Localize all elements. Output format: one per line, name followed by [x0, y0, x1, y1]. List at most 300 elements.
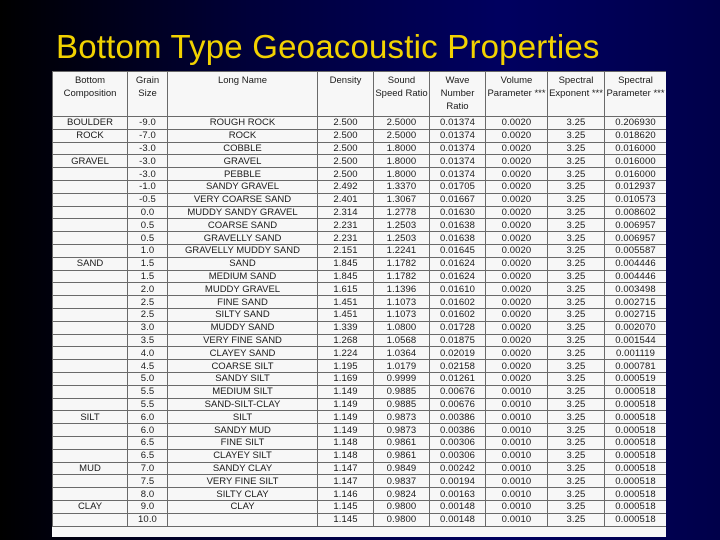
table-cell: 1.8000 — [374, 155, 430, 168]
table-cell — [53, 219, 128, 232]
table-cell: 0.002070 — [605, 321, 667, 334]
table-cell: FINE SILT — [168, 436, 318, 449]
table-cell: 1.149 — [318, 398, 374, 411]
table-cell — [53, 193, 128, 206]
column-header: Grain Size — [128, 72, 168, 117]
table-row — [53, 462, 667, 475]
table-cell: 0.0020 — [486, 193, 548, 206]
table-cell: 0.0020 — [486, 244, 548, 257]
table-cell: SANDY GRAVEL — [168, 180, 318, 193]
table-cell: 1.8000 — [374, 142, 430, 155]
table-cell: 1.1782 — [374, 257, 430, 270]
table-row — [53, 168, 667, 181]
table-cell: 0.0010 — [486, 449, 548, 462]
table-cell: 0.0020 — [486, 270, 548, 283]
table-cell: 2.5000 — [374, 129, 430, 142]
table-cell: 0.01374 — [430, 142, 486, 155]
table-cell: 0.00386 — [430, 411, 486, 424]
table-cell: 3.25 — [548, 270, 605, 283]
table-cell: 0.000518 — [605, 449, 667, 462]
table-header-row — [53, 72, 667, 117]
table-cell: 0.000518 — [605, 436, 667, 449]
table-cell: 0.01630 — [430, 206, 486, 219]
table-cell: MEDIUM SILT — [168, 385, 318, 398]
table-cell: 0.00306 — [430, 449, 486, 462]
table-cell: 5.5 — [128, 398, 168, 411]
table-row — [53, 436, 667, 449]
table-cell: 0.00148 — [430, 500, 486, 513]
table-cell: 2.231 — [318, 219, 374, 232]
table-cell: 3.25 — [548, 155, 605, 168]
table-cell: 0.001544 — [605, 334, 667, 347]
table-cell — [53, 488, 128, 501]
table-row — [53, 372, 667, 385]
table-cell: 6.0 — [128, 424, 168, 437]
table-cell: 0.5 — [128, 232, 168, 245]
table-cell: 0.000518 — [605, 424, 667, 437]
table-cell: 0.9800 — [374, 513, 430, 526]
table-cell: 0.01667 — [430, 193, 486, 206]
table-cell: 0.0010 — [486, 500, 548, 513]
table-cell: 0.00242 — [430, 462, 486, 475]
table-cell: 1.3370 — [374, 180, 430, 193]
table-cell: 2.151 — [318, 244, 374, 257]
table-cell: 0.01728 — [430, 321, 486, 334]
table-cell: 0.00194 — [430, 475, 486, 488]
table-cell: 1.451 — [318, 308, 374, 321]
table-cell — [53, 398, 128, 411]
table-cell: 3.25 — [548, 232, 605, 245]
table-cell: VERY FINE SILT — [168, 475, 318, 488]
geoacoustic-table — [52, 71, 666, 527]
table-cell: 1.845 — [318, 270, 374, 283]
table-cell: 0.0020 — [486, 129, 548, 142]
table-cell: 5.0 — [128, 372, 168, 385]
table-cell: 4.0 — [128, 347, 168, 360]
table-cell: -3.0 — [128, 155, 168, 168]
table-cell: 3.25 — [548, 462, 605, 475]
table-cell: -3.0 — [128, 168, 168, 181]
table-cell: 0.9800 — [374, 500, 430, 513]
table-cell: 0.0020 — [486, 308, 548, 321]
table-cell: 1.5 — [128, 270, 168, 283]
table-row — [53, 129, 667, 142]
table-cell: 0.01638 — [430, 232, 486, 245]
table-cell: 0.000518 — [605, 488, 667, 501]
table-cell: 0.01602 — [430, 296, 486, 309]
table-cell: 3.25 — [548, 168, 605, 181]
table-cell: 0.206930 — [605, 117, 667, 130]
table-cell: 0.0020 — [486, 372, 548, 385]
table-row — [53, 257, 667, 270]
table-cell: 1.339 — [318, 321, 374, 334]
table-cell: 1.0800 — [374, 321, 430, 334]
table-cell: 1.0179 — [374, 360, 430, 373]
table-cell: 0.006957 — [605, 219, 667, 232]
table-cell: MUDDY SAND — [168, 321, 318, 334]
table-cell: 0.0020 — [486, 334, 548, 347]
table-cell: 0.016000 — [605, 155, 667, 168]
table-cell: 0.01610 — [430, 283, 486, 296]
table-cell: 0.000781 — [605, 360, 667, 373]
table-cell: 1.148 — [318, 449, 374, 462]
table-cell: 0.000518 — [605, 385, 667, 398]
table-cell: 0.00148 — [430, 513, 486, 526]
table-cell — [53, 270, 128, 283]
table-cell: 3.25 — [548, 206, 605, 219]
table-cell: 1.451 — [318, 296, 374, 309]
table-row — [53, 308, 667, 321]
table-cell: SILTY CLAY — [168, 488, 318, 501]
table-cell: 3.5 — [128, 334, 168, 347]
table-cell: 1.615 — [318, 283, 374, 296]
table-cell: 1.149 — [318, 411, 374, 424]
table-row — [53, 117, 667, 130]
table-cell: 8.0 — [128, 488, 168, 501]
table-cell: 3.25 — [548, 129, 605, 142]
table-cell: COBBLE — [168, 142, 318, 155]
table-cell: -0.5 — [128, 193, 168, 206]
table-cell: -3.0 — [128, 142, 168, 155]
table-cell: 0.0 — [128, 206, 168, 219]
table-cell: COARSE SILT — [168, 360, 318, 373]
table-cell — [53, 513, 128, 526]
table-cell: GRAVELLY MUDDY SAND — [168, 244, 318, 257]
table-cell: 0.01374 — [430, 168, 486, 181]
table-cell: 3.25 — [548, 500, 605, 513]
table-cell: 0.00306 — [430, 436, 486, 449]
table-cell — [53, 360, 128, 373]
column-header: Sound Speed Ratio — [374, 72, 430, 117]
table-cell: 1.0568 — [374, 334, 430, 347]
table-cell: 3.25 — [548, 449, 605, 462]
table-cell: 0.000518 — [605, 475, 667, 488]
table-cell: 1.195 — [318, 360, 374, 373]
table-cell: 2.314 — [318, 206, 374, 219]
table-cell — [53, 475, 128, 488]
table-cell: 0.01374 — [430, 117, 486, 130]
table-row — [53, 180, 667, 193]
table-cell: 0.0010 — [486, 475, 548, 488]
table-cell: 0.9824 — [374, 488, 430, 501]
table-row — [53, 513, 667, 526]
table-row — [53, 219, 667, 232]
table-cell — [53, 385, 128, 398]
table-cell: 3.25 — [548, 283, 605, 296]
table-cell: BOULDER — [53, 117, 128, 130]
table-cell: 1.1073 — [374, 308, 430, 321]
table-cell: 1.148 — [318, 436, 374, 449]
table-cell: MUDDY GRAVEL — [168, 283, 318, 296]
table-cell: 1.1073 — [374, 296, 430, 309]
table-cell: 2.500 — [318, 117, 374, 130]
table-cell: 3.25 — [548, 334, 605, 347]
table-cell — [53, 436, 128, 449]
table-cell: 3.25 — [548, 488, 605, 501]
table-cell — [53, 244, 128, 257]
table-cell: 0.9849 — [374, 462, 430, 475]
table-cell: SAND — [168, 257, 318, 270]
table-cell: 0.02158 — [430, 360, 486, 373]
table-cell: 0.00676 — [430, 385, 486, 398]
table-cell: 3.25 — [548, 321, 605, 334]
table-row — [53, 475, 667, 488]
table-cell: SANDY MUD — [168, 424, 318, 437]
table-cell: 7.0 — [128, 462, 168, 475]
table-cell: 0.0010 — [486, 513, 548, 526]
table-cell: 3.25 — [548, 142, 605, 155]
table-cell — [53, 283, 128, 296]
table-cell: 3.25 — [548, 372, 605, 385]
table-row — [53, 206, 667, 219]
table-cell: 3.25 — [548, 257, 605, 270]
table-row — [53, 360, 667, 373]
table-cell: 3.25 — [548, 424, 605, 437]
table-cell: 0.00386 — [430, 424, 486, 437]
table-cell: 2.5 — [128, 296, 168, 309]
table-cell: SILT — [168, 411, 318, 424]
table-cell — [53, 321, 128, 334]
table-cell: 3.25 — [548, 411, 605, 424]
table-cell: 1.2778 — [374, 206, 430, 219]
table-cell: 1.147 — [318, 475, 374, 488]
table-cell: 3.25 — [548, 398, 605, 411]
table-cell: CLAY — [168, 500, 318, 513]
table-cell: 0.003498 — [605, 283, 667, 296]
table-cell: 0.002715 — [605, 308, 667, 321]
table-cell — [53, 372, 128, 385]
table-cell: 10.0 — [128, 513, 168, 526]
table-cell: 0.0010 — [486, 488, 548, 501]
table-cell: 2.0 — [128, 283, 168, 296]
table-cell: 3.25 — [548, 193, 605, 206]
table-cell: 3.25 — [548, 347, 605, 360]
table-row — [53, 385, 667, 398]
table-row — [53, 193, 667, 206]
table-cell: 1.147 — [318, 462, 374, 475]
table-cell: 1.0 — [128, 244, 168, 257]
table-cell: CLAYEY SAND — [168, 347, 318, 360]
geoacoustic-table-container — [52, 71, 666, 537]
column-header: Bottom Composition — [53, 72, 128, 117]
table-cell: 1.145 — [318, 500, 374, 513]
table-cell: 0.0020 — [486, 321, 548, 334]
table-cell: 0.000518 — [605, 513, 667, 526]
table-cell: SILTY SAND — [168, 308, 318, 321]
table-row — [53, 334, 667, 347]
table-cell: 0.0010 — [486, 385, 548, 398]
table-cell: 0.9885 — [374, 398, 430, 411]
table-cell: MUDDY SANDY GRAVEL — [168, 206, 318, 219]
table-cell — [53, 308, 128, 321]
table-cell: SAND-SILT-CLAY — [168, 398, 318, 411]
table-cell: 1.1782 — [374, 270, 430, 283]
table-cell: 6.5 — [128, 449, 168, 462]
table-cell: 0.01602 — [430, 308, 486, 321]
table-cell: FINE SAND — [168, 296, 318, 309]
table-cell: CLAYEY SILT — [168, 449, 318, 462]
table-cell: 0.02019 — [430, 347, 486, 360]
table-cell: 0.00163 — [430, 488, 486, 501]
table-cell: 3.25 — [548, 436, 605, 449]
table-cell: 0.004446 — [605, 270, 667, 283]
table-cell: 0.002715 — [605, 296, 667, 309]
column-header: Density — [318, 72, 374, 117]
table-cell: VERY COARSE SAND — [168, 193, 318, 206]
table-cell: 0.01875 — [430, 334, 486, 347]
column-header: Volume Parameter *** — [486, 72, 548, 117]
table-row — [53, 283, 667, 296]
table-cell: MUD — [53, 462, 128, 475]
table-cell: 0.01705 — [430, 180, 486, 193]
table-cell: 2.492 — [318, 180, 374, 193]
table-cell: 2.5 — [128, 308, 168, 321]
table-cell: 3.25 — [548, 244, 605, 257]
table-cell: 0.01624 — [430, 270, 486, 283]
table-cell — [53, 449, 128, 462]
table-cell: ROCK — [168, 129, 318, 142]
table-cell — [53, 334, 128, 347]
table-cell: 2.500 — [318, 129, 374, 142]
table-cell: 1.268 — [318, 334, 374, 347]
table-cell: GRAVEL — [53, 155, 128, 168]
table-cell: 3.25 — [548, 385, 605, 398]
table-cell: 1.845 — [318, 257, 374, 270]
table-cell: 1.145 — [318, 513, 374, 526]
table-cell: 2.500 — [318, 155, 374, 168]
table-cell: 0.5 — [128, 219, 168, 232]
table-row — [53, 296, 667, 309]
table-cell: 0.012937 — [605, 180, 667, 193]
table-cell — [53, 180, 128, 193]
table-cell: 0.005587 — [605, 244, 667, 257]
table-cell — [53, 142, 128, 155]
table-cell: 3.25 — [548, 513, 605, 526]
table-cell: 0.004446 — [605, 257, 667, 270]
table-row — [53, 398, 667, 411]
table-row — [53, 155, 667, 168]
table-cell: 0.000518 — [605, 462, 667, 475]
table-cell: 1.2503 — [374, 232, 430, 245]
table-cell: 1.149 — [318, 385, 374, 398]
table-cell: 3.25 — [548, 180, 605, 193]
table-cell: 0.0020 — [486, 142, 548, 155]
table-cell: SANDY CLAY — [168, 462, 318, 475]
table-cell — [168, 513, 318, 526]
table-cell: CLAY — [53, 500, 128, 513]
table-cell: COARSE SAND — [168, 219, 318, 232]
table-row — [53, 270, 667, 283]
table-cell: 0.01261 — [430, 372, 486, 385]
table-row — [53, 244, 667, 257]
table-cell: 1.1396 — [374, 283, 430, 296]
table-cell: 0.0010 — [486, 424, 548, 437]
table-cell: SANDY SILT — [168, 372, 318, 385]
table-cell: 0.018620 — [605, 129, 667, 142]
table-cell: 0.000518 — [605, 398, 667, 411]
table-cell: 1.3067 — [374, 193, 430, 206]
column-header: Spectral Exponent *** — [548, 72, 605, 117]
table-cell: 3.25 — [548, 360, 605, 373]
table-cell: 0.9861 — [374, 436, 430, 449]
table-cell: 0.0020 — [486, 232, 548, 245]
table-cell: -9.0 — [128, 117, 168, 130]
table-cell: 4.5 — [128, 360, 168, 373]
table-body — [53, 117, 667, 527]
table-cell: ROUGH ROCK — [168, 117, 318, 130]
table-cell — [53, 424, 128, 437]
table-cell: 0.0010 — [486, 462, 548, 475]
table-cell — [53, 296, 128, 309]
table-cell: 6.0 — [128, 411, 168, 424]
table-cell: VERY FINE SAND — [168, 334, 318, 347]
table-cell: SILT — [53, 411, 128, 424]
table-cell: 0.008602 — [605, 206, 667, 219]
table-cell: 0.001119 — [605, 347, 667, 360]
table-cell: 3.25 — [548, 308, 605, 321]
table-cell: 0.000518 — [605, 411, 667, 424]
table-cell: 2.5000 — [374, 117, 430, 130]
table-row — [53, 347, 667, 360]
table-cell: 1.8000 — [374, 168, 430, 181]
table-cell: 0.0020 — [486, 283, 548, 296]
table-cell: 7.5 — [128, 475, 168, 488]
table-cell: 0.000518 — [605, 500, 667, 513]
table-cell: 0.000519 — [605, 372, 667, 385]
table-cell: 1.146 — [318, 488, 374, 501]
table-cell: 0.016000 — [605, 142, 667, 155]
table-row — [53, 321, 667, 334]
table-cell: 0.01624 — [430, 257, 486, 270]
table-cell: 0.006957 — [605, 232, 667, 245]
table-cell: -7.0 — [128, 129, 168, 142]
column-header: Spectral Parameter *** — [605, 72, 667, 117]
table-cell: 0.0020 — [486, 180, 548, 193]
slide-title: Bottom Type Geoacoustic Properties — [56, 28, 600, 65]
table-row — [53, 488, 667, 501]
table-cell — [53, 206, 128, 219]
column-header: Wave Number Ratio — [430, 72, 486, 117]
column-header: Long Name — [168, 72, 318, 117]
table-cell: 0.0020 — [486, 206, 548, 219]
table-cell: 2.500 — [318, 142, 374, 155]
table-cell: 0.9873 — [374, 424, 430, 437]
table-cell: 0.0010 — [486, 436, 548, 449]
table-row — [53, 411, 667, 424]
table-cell: 0.01638 — [430, 219, 486, 232]
table-row — [53, 449, 667, 462]
table-cell: 1.169 — [318, 372, 374, 385]
table-cell: 1.0364 — [374, 347, 430, 360]
table-cell: PEBBLE — [168, 168, 318, 181]
table-cell: 1.5 — [128, 257, 168, 270]
table-cell: 0.0020 — [486, 168, 548, 181]
table-cell: 0.01645 — [430, 244, 486, 257]
table-cell: 0.0020 — [486, 257, 548, 270]
table-cell: 0.9837 — [374, 475, 430, 488]
table-cell: 1.2241 — [374, 244, 430, 257]
table-cell: SAND — [53, 257, 128, 270]
table-cell: 3.25 — [548, 219, 605, 232]
table-cell: 6.5 — [128, 436, 168, 449]
table-cell: 0.016000 — [605, 168, 667, 181]
table-cell: ROCK — [53, 129, 128, 142]
table-cell: 0.01374 — [430, 129, 486, 142]
table-cell: 0.0010 — [486, 411, 548, 424]
table-cell: 1.224 — [318, 347, 374, 360]
table-row — [53, 500, 667, 513]
table-cell: 0.01374 — [430, 155, 486, 168]
